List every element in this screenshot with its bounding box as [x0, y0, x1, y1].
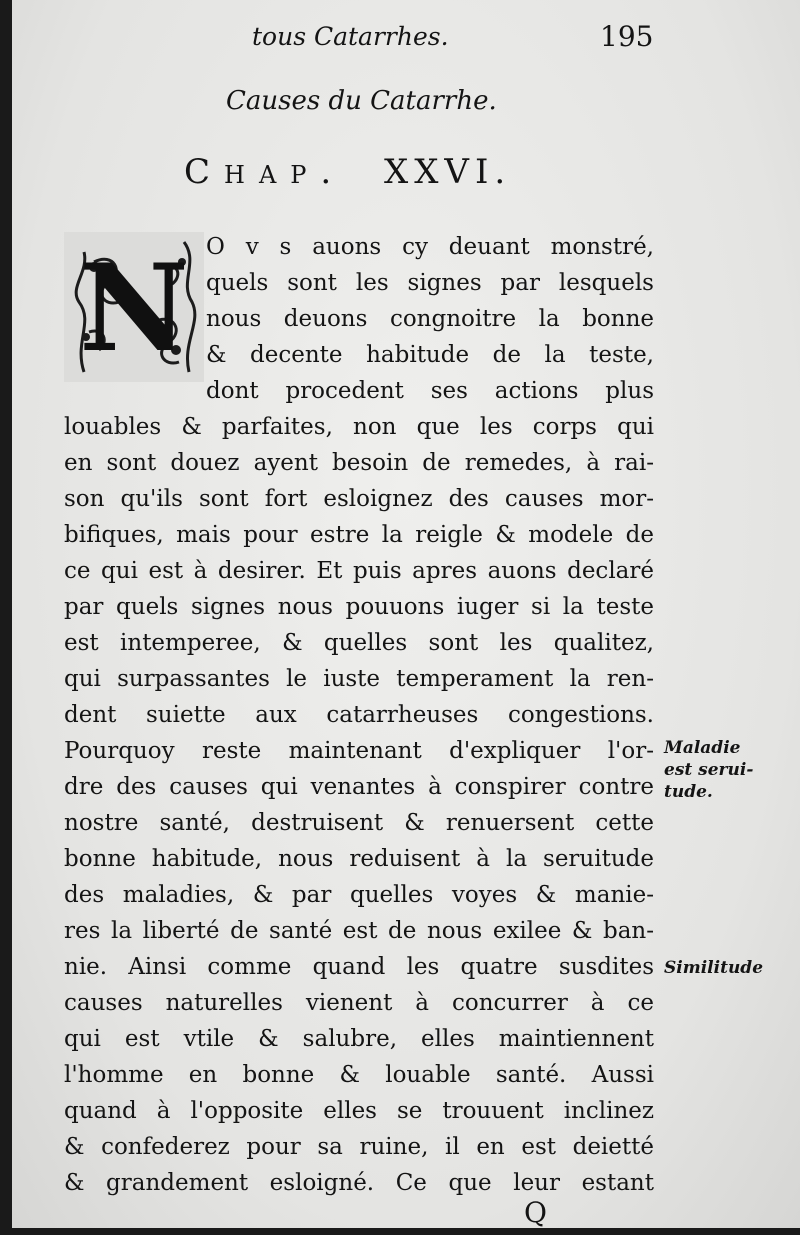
text-line: quels sont les signes par lesquels: [206, 270, 654, 296]
text-line: des maladies, & par quelles voyes & manie-: [64, 882, 654, 908]
text-line: par quels signes nous pouuons iuger si la teste: [64, 594, 654, 620]
signature-mark: Q: [524, 1196, 547, 1228]
chapter-label: Chap.: [184, 152, 346, 192]
margin-note-similitude: Similitude: [664, 958, 764, 978]
text-line: en sont douez ayent besoin de remedes, à rai-: [64, 450, 654, 476]
page-number: 195: [600, 20, 654, 53]
text-line: & confederez pour sa ruine, il en est deietté: [64, 1134, 654, 1160]
text-line: Pourquoy reste maintenant d'expliquer l'or-: [64, 738, 654, 764]
text-line: qui est vtile & salubre, elles maintiennent: [64, 1026, 654, 1052]
text-line: dent suiette aux catarrheuses congestions.: [64, 702, 654, 728]
book-page: [12, 0, 800, 1228]
running-head: tous Catarrhes.: [252, 22, 449, 51]
text-line: nous deuons congnoitre la bonne: [206, 306, 654, 332]
text-line: bonne habitude, nous reduisent à la seruitude: [64, 846, 654, 872]
text-line: ce qui est à desirer. Et puis apres auons declaré: [64, 558, 654, 584]
text-line: res la liberté de santé est de nous exilee & ban-: [64, 918, 654, 944]
text-line: dont procedent ses actions plus: [206, 378, 654, 404]
margin-note-line: tude.: [664, 782, 713, 802]
section-title: Causes du Catarrhe.: [226, 86, 497, 116]
text-line: dre des causes qui venantes à conspirer contre: [64, 774, 654, 800]
text-line: & decente habitude de la teste,: [206, 342, 654, 368]
text-line: quand à l'opposite elles se trouuent inclinez: [64, 1098, 654, 1124]
margin-note-line: est serui-: [664, 760, 754, 780]
text-line: & grandement esloigné. Ce que leur estant: [64, 1170, 654, 1196]
text-line: son qu'ils sont fort esloignez des causes mor-: [64, 486, 654, 512]
decorated-initial: [64, 232, 204, 382]
text-line: l'homme en bonne & louable santé. Aussi: [64, 1062, 654, 1088]
text-line: louables & parfaites, non que les corps qui: [64, 414, 654, 440]
text-line: nie. Ainsi comme quand les quatre susdites: [64, 954, 654, 980]
text-line: qui surpassantes le iuste temperament la ren-: [64, 666, 654, 692]
chapter-number: XXVI.: [384, 152, 512, 192]
text-line: est intemperee, & quelles sont les qualitez,: [64, 630, 654, 656]
text-line: nostre santé, destruisent & renuersent cette: [64, 810, 654, 836]
text-line: O v s auons cy deuant monstré,: [206, 234, 654, 260]
margin-note-line: Maladie: [664, 738, 741, 758]
decorated-initial-ornament: [64, 232, 204, 382]
text-line: bifiques, mais pour estre la reigle & modele de: [64, 522, 654, 548]
dropcap-letter: N: [79, 238, 189, 379]
text-line: causes naturelles vienent à concurrer à ce: [64, 990, 654, 1016]
